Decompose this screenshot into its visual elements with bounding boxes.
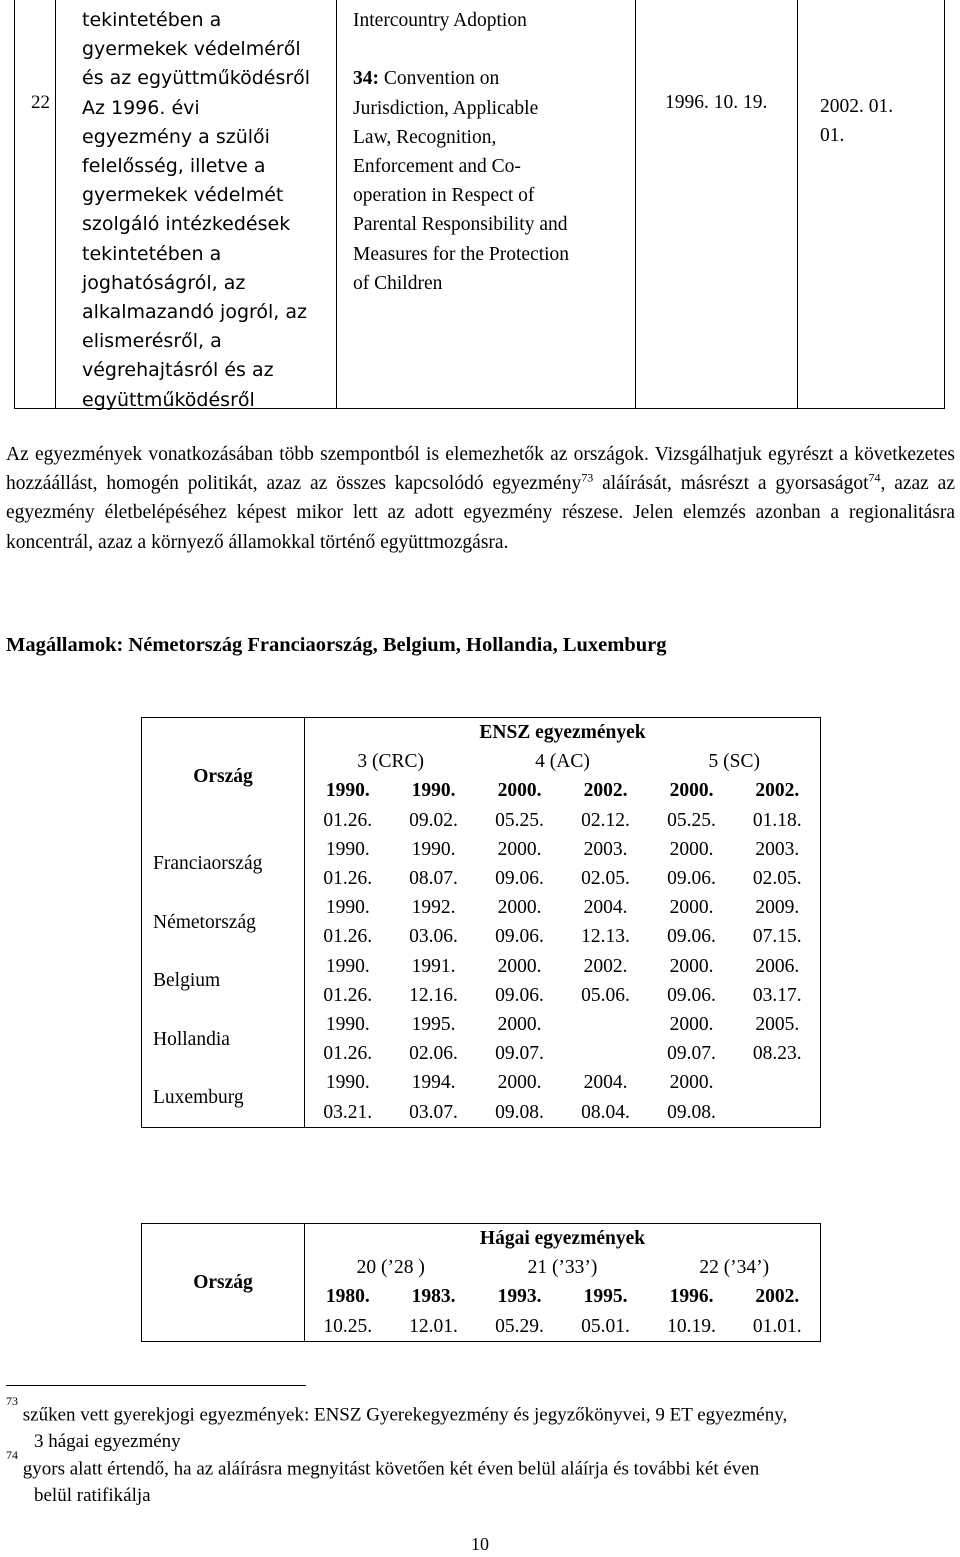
reference-date: 2002. 02.12. bbox=[581, 780, 630, 831]
footnote-ref[interactable]: 73 bbox=[581, 470, 594, 485]
convention-header: 4 (AC) bbox=[535, 751, 590, 773]
convention-header: 3 (CRC) bbox=[305, 747, 477, 776]
footnote-text: 3 hágai egyezmény bbox=[34, 1431, 181, 1453]
date-cell: 2000. 09.08. bbox=[477, 1068, 563, 1127]
hu-line: szolgáló intézkedések bbox=[82, 213, 291, 236]
date-line: 2002. 01. bbox=[820, 96, 894, 117]
date-cell: 2004. 08.04. bbox=[563, 1068, 649, 1127]
hu-line: egyezmény a szülői bbox=[82, 125, 270, 148]
hu-line: joghatóságról, az bbox=[82, 271, 246, 294]
reference-date: 1990. 01.26. bbox=[305, 776, 391, 834]
footnote-separator bbox=[6, 1385, 306, 1386]
country-name: Franciaország bbox=[142, 835, 305, 893]
country-name: Luxemburg bbox=[142, 1068, 305, 1127]
reference-date: 1996. 10.19. bbox=[649, 1282, 735, 1341]
footnote bbox=[6, 1450, 956, 1509]
reference-date: 2000. 05.25. bbox=[495, 780, 544, 831]
country-header: Ország bbox=[142, 1224, 305, 1342]
convention-table-fragment bbox=[14, 0, 945, 409]
footnote-text: gyors alatt értendő, ha az aláírásra megnyitást követően két éven belül aláírja és további két éven bbox=[22, 1458, 760, 1480]
date-cell: 2006. 03.17. bbox=[735, 952, 821, 1010]
en-line: Parental Responsibility and bbox=[353, 214, 568, 236]
en-line: Enforcement and Co- bbox=[353, 156, 521, 177]
date-cell: 1990. 01.26. bbox=[305, 835, 391, 893]
date-cell: 2005. 08.23. bbox=[735, 1010, 821, 1068]
country-name: Németország bbox=[142, 893, 305, 951]
en-line: operation in Respect of bbox=[353, 185, 535, 207]
table-row bbox=[142, 893, 821, 951]
signature-date: 1996. 10. 19. bbox=[665, 92, 768, 113]
date-cell: 2000. 09.06. bbox=[495, 955, 544, 1006]
country-name: Belgium bbox=[142, 952, 305, 1010]
reference-date: 2002. 01.01. bbox=[735, 1282, 821, 1341]
hu-line: tekintetében a bbox=[82, 242, 222, 265]
table-row bbox=[142, 835, 821, 893]
english-title-cell bbox=[353, 6, 643, 298]
date-line: 01. bbox=[820, 125, 845, 147]
table-row bbox=[142, 1010, 821, 1068]
hu-line: Az 1996. évi bbox=[82, 96, 200, 119]
reference-date: 1983. 12.01. bbox=[391, 1282, 477, 1341]
reference-date: 1990. 09.02. bbox=[409, 780, 458, 831]
date-cell: 2000. 09.07. bbox=[667, 1014, 716, 1065]
date-cell: 1994. 03.07. bbox=[391, 1068, 477, 1127]
date-cell: 1990. 01.26. bbox=[305, 893, 391, 951]
date-cell: 2002. 05.06. bbox=[581, 955, 630, 1006]
date-cell: 1991. 12.16. bbox=[409, 955, 458, 1006]
reference-date: 2002. 01.18. bbox=[735, 776, 821, 834]
convention-header: 20 (’28 ) bbox=[305, 1253, 477, 1282]
page-number: 10 bbox=[471, 1534, 489, 1554]
row-number: 22 bbox=[31, 92, 50, 113]
hu-line: végrehajtásról és az bbox=[82, 359, 274, 382]
reference-date: 1993. 05.29. bbox=[477, 1282, 563, 1341]
date-cell: 2000. 09.07. bbox=[495, 1014, 544, 1065]
date-cell: 1992. 03.06. bbox=[409, 897, 458, 948]
date-cell: 2000. 09.06. bbox=[667, 955, 716, 1006]
section-heading: Magállamok: Németország Franciaország, Belgium, Hollandia, Luxemburg bbox=[6, 634, 667, 656]
hu-line: gyermekek védelméről bbox=[82, 38, 301, 61]
date-cell: 1995. 02.06. bbox=[409, 1014, 458, 1065]
hu-line: együttműködésről bbox=[82, 388, 255, 411]
paragraph-text: aláírását, másrészt a gyorsaságot bbox=[593, 473, 869, 495]
date-cell: 1990. 08.07. bbox=[409, 838, 458, 890]
column-divider bbox=[55, 0, 56, 408]
table-row bbox=[142, 952, 821, 1010]
date-cell: 1990. 01.26. bbox=[305, 1010, 391, 1068]
en-line: Convention on bbox=[379, 68, 500, 90]
footnote-text: szűken vett gyerekjogi egyezmények: ENSZ Gyerekegyezmény és jegyzőkönyvei, 9 ET egyezmény, bbox=[22, 1404, 788, 1426]
reference-date: 2000. 05.25. bbox=[667, 780, 716, 831]
hungarian-title-cell bbox=[82, 6, 352, 415]
hague-conventions-table bbox=[141, 1223, 821, 1342]
convention-header: 22 (’34’) bbox=[649, 1253, 821, 1282]
date-cell: 2000. 09.06. bbox=[495, 838, 544, 890]
hu-line: és az együttműködésről bbox=[82, 67, 311, 90]
convention-header: 5 (SC) bbox=[649, 747, 821, 776]
date-cell: 2004. 12.13. bbox=[581, 897, 630, 948]
hu-line: alkalmazandó jogról, az bbox=[82, 301, 308, 324]
footnote bbox=[6, 1396, 956, 1455]
footnote-ref[interactable]: 74 bbox=[868, 470, 881, 485]
date-cell: 2000. 09.08. bbox=[649, 1068, 735, 1127]
convention-number: 34: bbox=[353, 68, 379, 90]
group-header: Hágai egyezmények bbox=[305, 1224, 821, 1254]
date-cell bbox=[563, 1010, 649, 1068]
group-header: ENSZ egyezmények bbox=[305, 718, 821, 748]
footnote-number: 74 bbox=[6, 1448, 18, 1462]
footnote-text: belül ratifikálja bbox=[34, 1485, 151, 1507]
footnote-number: 73 bbox=[6, 1394, 18, 1408]
country-header: Ország bbox=[142, 718, 305, 835]
paragraph-text: , azaz az egyezmény életbelépéséhez képest mikor lett az adott egyezmény részese. Jelen elemzés azonban a regionalitásra koncentrál, azaz a környező államokkal történő együttmozgásra. bbox=[6, 473, 955, 553]
hu-line: gyermekek védelmét bbox=[82, 184, 284, 207]
en-line: Law, Recognition, bbox=[353, 126, 497, 148]
reference-date: 1980. 10.25. bbox=[305, 1282, 391, 1341]
entry-into-force-date bbox=[820, 92, 940, 150]
date-cell: 2009. 07.15. bbox=[735, 893, 821, 951]
date-cell: 2000. 09.06. bbox=[667, 897, 716, 948]
date-cell: 2003. 02.05. bbox=[581, 838, 630, 890]
hu-line: tekintetében a bbox=[82, 9, 222, 31]
country-name: Hollandia bbox=[142, 1010, 305, 1068]
paragraph-text: Az egyezmények vonatkozásában több szempontból is elemezhetők az országok. Vizsgálhatjuk egyrészt a következetes hozzáállást, homogén politikát, azaz az összes kapcsolódó egyezmény bbox=[6, 444, 955, 495]
date-cell: 1990. 01.26. bbox=[305, 952, 391, 1010]
column-divider bbox=[797, 0, 798, 408]
body-paragraph bbox=[6, 440, 955, 557]
hu-line: felelősség, illetve a bbox=[82, 155, 266, 178]
date-cell: 1990. 03.21. bbox=[305, 1068, 391, 1127]
convention-header: 21 (’33’) bbox=[527, 1257, 598, 1279]
hu-line: elismerésről, a bbox=[82, 330, 222, 353]
en-line: of Children bbox=[353, 272, 443, 294]
en-line: Measures for the Protection bbox=[353, 243, 570, 265]
date-cell bbox=[735, 1068, 821, 1127]
en-line: Intercountry Adoption bbox=[353, 10, 527, 31]
date-cell: 2003. 02.05. bbox=[735, 835, 821, 893]
table-row bbox=[142, 1068, 821, 1127]
date-cell: 2000. 09.06. bbox=[495, 897, 544, 948]
en-first-line bbox=[353, 64, 643, 93]
reference-date: 1995. 05.01. bbox=[563, 1282, 649, 1341]
date-cell: 2000. 09.06. bbox=[667, 838, 716, 890]
un-conventions-table bbox=[141, 717, 821, 1128]
en-line: Jurisdiction, Applicable bbox=[353, 97, 539, 119]
